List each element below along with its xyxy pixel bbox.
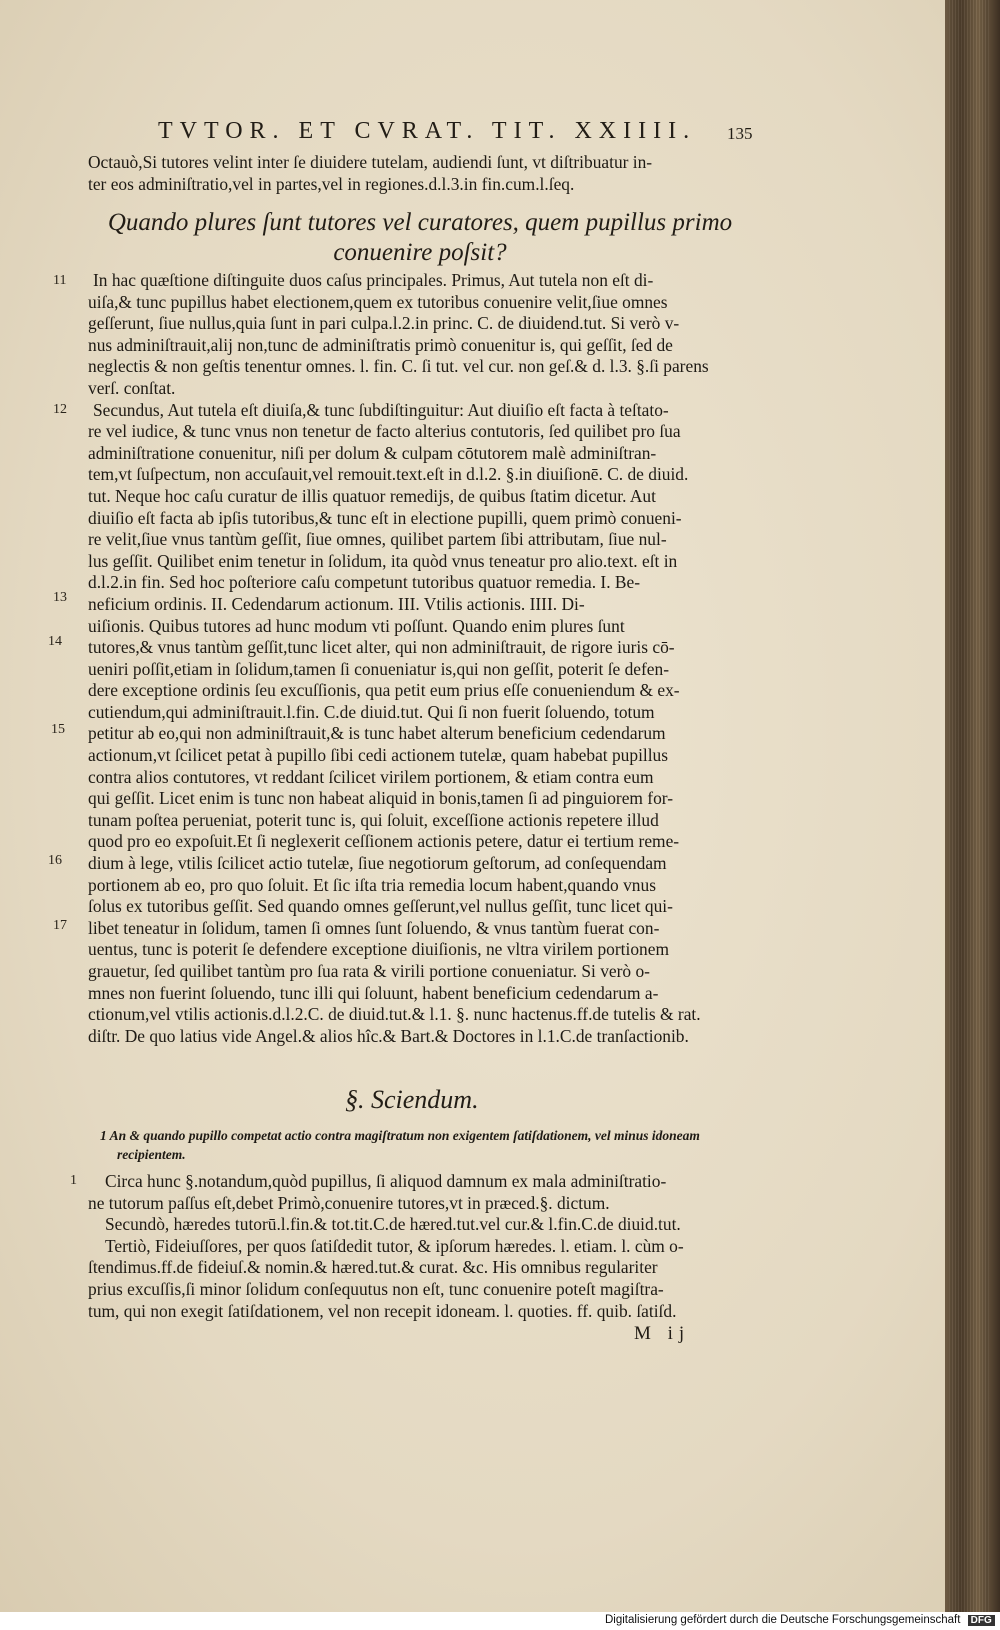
section-summary [100, 1126, 700, 1164]
text-line: uiſa,& tunc pupillus habet electionem,quem ex tutoribus conuenire velit,ſiue omnes [88, 291, 668, 312]
text-line: ne tutorum paſſus eſt,debet Primò,conuenire tutores,vt in præced.§. dictum. [88, 1192, 610, 1213]
margin-number: 16 [48, 853, 62, 868]
text-line: Tertiò, Fideiuſſores, per quos ſatiſdedit tutor, & ipſorum hæredes. l. etiam. l. cùm o- [105, 1235, 684, 1256]
margin-number: 17 [53, 918, 67, 933]
text-line: grauetur, ſed quilibet tantùm pro ſua rata & virili portione conueniatur. Si verò o- [88, 961, 650, 981]
text-line: portionem ab eo, pro quo ſoluit. Et ſic iſta tria remedia locum habent,quando vnus [88, 874, 656, 895]
main-text [88, 270, 751, 1047]
summary-line: recipientem. [117, 1147, 186, 1162]
text-line: re vel iudice, & tunc vnus non tenetur de facto alterius contutoris, ſed quilibet pro ſua [88, 421, 681, 442]
text-line: uiſionis. Quibus tutores ad hunc modum vti poſſunt. Quando enim plures ſunt [88, 615, 625, 636]
text-line: ctionum,vel vtilis actionis.d.l.2.C. de diuid.tut.& l.1. §. nunc hactenus.ff.de tutelis & rat. [88, 1004, 701, 1025]
text-line: geſſerunt, ſiue nullus,quia ſunt in pari culpa.l.2.in princ. C. de diuidend.tut. Si verò v- [88, 313, 680, 334]
text-line: Octauò,Si tutores velint inter ſe diuidere tutelam, audiendi ſunt, vt diſtribuatur in- [88, 152, 653, 172]
text-line: actionum,vt ſcilicet petat à pupillo ſibi cedi actionem tutelæ, quam habebat pupillus [88, 745, 669, 766]
text-line: In hac quæſtione diſtinguite duos caſus principales. Primus, Aut tutela non eſt di- [93, 270, 654, 290]
margin-number: 15 [51, 722, 65, 737]
text-line: cutiendum,qui adminiſtrauit.l.fin. C.de diuid.tut. Qui ſi non fuerit ſoluendo, totum [88, 701, 655, 722]
text-line: diuiſio eſt facta ab ipſis tutoribus,& tunc eſt in electione pupilli, quem primò conueni- [88, 507, 682, 528]
text-line: prius excuſſis,ſi minor ſolidum conſequutus non eſt, tunc conuenire poteſt magiſtra- [88, 1278, 664, 1299]
text-line: dium à lege, vtilis ſcilicet actio tutelæ, ſiue negotiorum geſtorum, ad conſequendam [88, 853, 667, 874]
text-line: uentus, tunc is poterit ſe defendere exceptione diuiſionis, ne vltra virilem portionem [88, 939, 669, 960]
text-line: ſtendimus.ff.de fideiuſ.& nomin.& hæred.tut.& curat. &c. His omnibus regulariter [88, 1257, 658, 1278]
text-line: nus adminiſtrauit,alij non,tunc de adminiſtratis primò conuenitur is, qui geſſit, ſed de [88, 334, 673, 355]
text-line: neglectis & non geſtis tenentur omnes. l. fin. C. ſi tut. vel cur. non geſ.& d. l.3. §.ſi parens [88, 356, 709, 377]
text-line: tem,vt ſuſpectum, non accuſauit,vel remouit.text.eſt in d.l.2. §.in diuiſionē. C. de diuid. [88, 464, 689, 485]
dfg-logo: DFG [968, 1615, 995, 1626]
text-line: tut. Neque hoc caſu curatur de illis quatuor remedijs, de quibus ſtatim dicetur. Aut [88, 485, 656, 506]
commentary-text [88, 1171, 751, 1322]
text-line: contra alios contutores, vt reddant ſcilicet virilem portionem, & etiam contra eum [88, 766, 654, 787]
text-line: quod pro eo expoſuit.Et ſi neglexerit ceſſionem actionis petere, datur ei tertium reme- [88, 831, 680, 852]
text-line: diſtr. De quo latius vide Angel.& alios hîc.& Bart.& Doctores in l.1.C.de tranſactionib. [88, 1025, 689, 1046]
text-line: mnes non fuerint ſoluendo, tunc illi qui ſoluunt, habent beneficium cedendarum a- [88, 982, 659, 1003]
text-line: verſ. conſtat. [88, 377, 176, 398]
section-title: §. Sciendum. [345, 1085, 479, 1114]
digitization-credit [605, 1614, 995, 1626]
text-line: Secundus, Aut tutela eſt diuiſa,& tunc ſubdiſtinguitur: Aut diuiſio eſt facta à teſtato- [93, 399, 669, 420]
text-line: Secundò, hæredes tutorū.l.fin.& tot.tit.C.de hæred.tut.vel cur.& l.fin.C.de diuid.tut. [105, 1214, 681, 1235]
signature-mark: M ij [634, 1323, 691, 1344]
credit-text: Digitalisierung gefördert durch die Deutsche Forschungsgemeinschaft [605, 1614, 961, 1626]
margin-number: 13 [53, 590, 67, 605]
text-line: dere exceptione ordinis ſeu excuſſionis, qua petit eum prius eſſe conueniendum & ex- [88, 680, 680, 701]
intro-paragraph [88, 152, 751, 195]
heading-line: Quando plures ſunt tutores vel curatores, quem pupillus primo [107, 209, 733, 236]
text-line: ter eos adminiſtratio,vel in partes,vel in regiones.d.l.3.in fin.cum.l.ſeq. [88, 173, 575, 194]
margin-number: 11 [53, 273, 67, 288]
text-line: libet teneatur in ſolidum, tamen ſi omnes ſunt ſoluendo, & vnus tantùm fuerat con- [88, 917, 660, 938]
heading-line: conuenire poſsit? [333, 239, 507, 266]
text-line: petitur ab eo,qui non adminiſtrauit,& is tunc habet alterum beneficium cedendarum [88, 723, 666, 744]
text-line: d.l.2.in fin. Sed hoc poſteriore caſu competunt tutoribus quatuor remedia. I. Be- [88, 572, 641, 593]
text-line: tutores,& vnus tantùm geſſit,tunc licet alter, qui non adminiſtrauit, de rigore iuris cō- [88, 637, 675, 658]
text-line: Circa hunc §.notandum,quòd pupillus, ſi aliquod damnum ex mala adminiſtratio- [105, 1171, 667, 1191]
question-heading [100, 208, 740, 268]
page-number: 135 [727, 124, 753, 143]
text-line: ſolus ex tutoribus geſſit. Sed quando omnes geſſerunt,vel nullus geſſit, tunc licet qui- [88, 896, 673, 917]
book-fore-edge [945, 0, 1000, 1612]
text-line: qui geſſit. Licet enim is tunc non habeat aliquid in bonis,tamen ſi ad pinguiorem for- [88, 788, 674, 809]
text-line: adminiſtratione conuenitur, niſi per dolum & culpam cōtutorem malè adminiſtran- [88, 442, 657, 463]
text-line: lus geſſit. Quilibet enim tenetur in ſolidum, ita quòd vnus teneatur pro alio.text. eſt in [88, 550, 678, 571]
text-line: re velit,ſiue vnus tantùm geſſit, ſiue omnes, quilibet partem ſibi attributam, ſiue nul- [88, 529, 667, 550]
margin-number: 12 [53, 402, 67, 417]
text-line: neficium ordinis. II. Cedendarum actionum. III. Vtilis actionis. IIII. Di- [88, 593, 585, 614]
margin-number: 1 [70, 1173, 77, 1188]
text-line: tunam poſtea perueniat, poterit tunc is, qui ſoluit, exceſſione actionis repetere illud [88, 809, 659, 830]
text-line: ueniri poſſit,etiam in ſolidum,tamen ſi conueniatur is,qui non geſſit, poterit ſe defen- [88, 658, 670, 679]
text-line: tum, qui non exegit ſatiſdationem, vel non recepit idoneam. l. quoties. ff. quib. ſatiſd. [88, 1300, 677, 1321]
summary-line: 1 An & quando pupillo competat actio contra magiſtratum non exigentem ſatiſdationem, vel minus idoneam [100, 1128, 700, 1143]
running-head: TVTOR. ET CVRAT. TIT. XXIIII. [158, 118, 697, 144]
margin-number: 14 [48, 634, 62, 649]
